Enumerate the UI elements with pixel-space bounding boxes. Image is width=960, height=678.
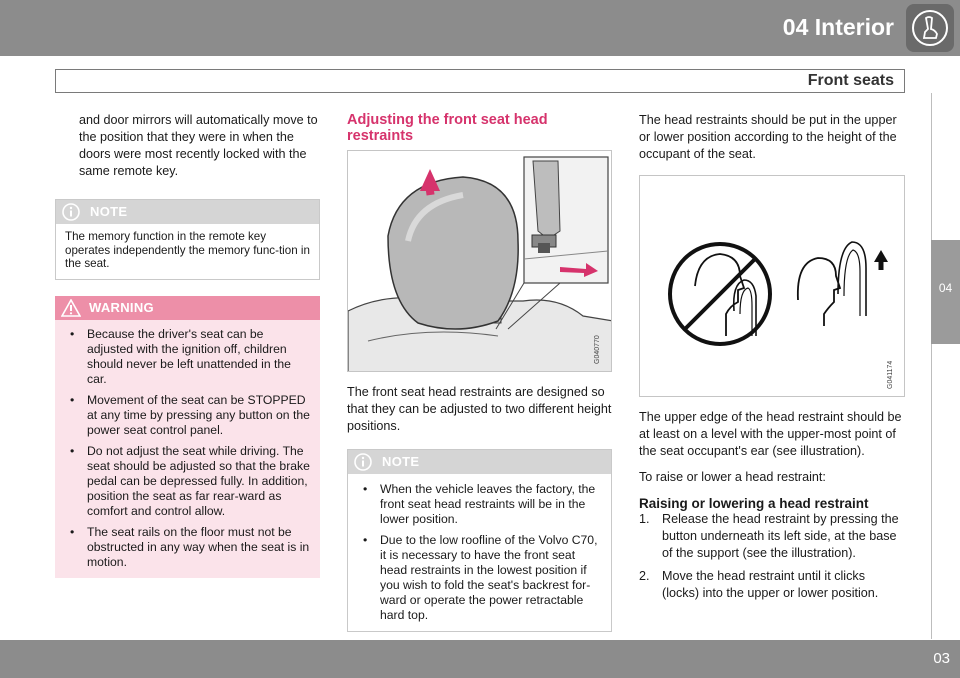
warning-label: WARNING	[89, 299, 154, 315]
figure-code: G041174	[887, 360, 894, 389]
intro-paragraph: The head restraints should be put in the upper or lower position according to the height of the occupant of the seat.	[639, 113, 897, 161]
section-bar	[55, 69, 905, 93]
warning-box	[55, 296, 320, 578]
head-position-illustration	[639, 175, 905, 397]
section-heading: Adjusting the front seat head restraints	[347, 112, 548, 144]
figure-code: G040770	[594, 335, 601, 364]
list-item: • Due to the low roofline of the Volvo C70, it is necessary to have the front seat head restraints in the lowest position if you wish to fold the seat's backrest for-ward or operate the power retractable hard top.	[357, 533, 602, 623]
column-middle	[347, 112, 612, 632]
steps-list	[639, 511, 905, 602]
note-header	[56, 200, 319, 224]
note-box	[55, 199, 320, 280]
column-right	[639, 112, 905, 608]
chapter-title: 04 Interior	[782, 14, 894, 40]
note-text: The memory function in the remote key operates independently the memory func-tion in the seat.	[65, 230, 310, 270]
header-band	[0, 0, 960, 56]
page-number: 03	[933, 650, 950, 667]
list-item: • Because the driver's seat can be adjusted with the ignition off, children should never be left unattended in the car.	[64, 327, 311, 387]
info-icon	[62, 203, 80, 226]
body-paragraph: To raise or lower a head restraint:	[639, 470, 826, 484]
list-item: 1. Release the head restraint by pressing the button underneath its left side, at the base of the support (see the illustration).	[639, 512, 899, 560]
warning-list	[64, 327, 311, 570]
note-label: NOTE	[382, 454, 420, 469]
column-left	[55, 112, 320, 578]
list-item: • The seat rails on the floor must not be obstructed in any way when the seat is in motion.	[64, 525, 311, 570]
seat-icon	[906, 4, 954, 52]
warning-header	[55, 296, 320, 320]
chapter-side-tab-label: 04	[938, 281, 953, 295]
list-item: 2. Move the head restraint until it clicks (locks) into the upper or lower position.	[639, 569, 879, 600]
note-label: NOTE	[90, 204, 128, 219]
section-title: Front seats	[807, 72, 894, 89]
list-item: • When the vehicle leaves the factory, the front seat head restraints will be in the lower position.	[357, 482, 602, 527]
intro-paragraph: and door mirrors will automatically move to the position that they were in when the doors were most recently locked with the same remote key.	[79, 113, 318, 178]
note-header	[348, 450, 611, 474]
footer-band	[0, 640, 960, 678]
head-restraint-illustration	[347, 150, 612, 372]
side-divider	[931, 93, 932, 639]
body-paragraph: The upper edge of the head restraint should be at least on a level with the upper-most point of the seat occupant's ear (see illustration).	[639, 410, 902, 458]
body-paragraph: The front seat head restraints are designed so that they can be adjusted to two different height positions.	[347, 385, 612, 433]
list-item: • Movement of the seat can be STOPPED at any time by pressing any button on the power seat control panel.	[64, 393, 311, 438]
info-icon	[354, 453, 372, 476]
warning-icon	[61, 299, 81, 322]
note-box	[347, 449, 612, 632]
note-list	[357, 482, 602, 623]
list-item: • Do not adjust the seat while driving. The seat should be adjusted so that the brake pedal can be depressed fully. In addition, position the seat as far rear-ward as comfort and control allow.	[64, 444, 311, 519]
chapter-side-tab	[931, 240, 960, 344]
subheading: Raising or lowering a head restraint	[639, 496, 869, 511]
